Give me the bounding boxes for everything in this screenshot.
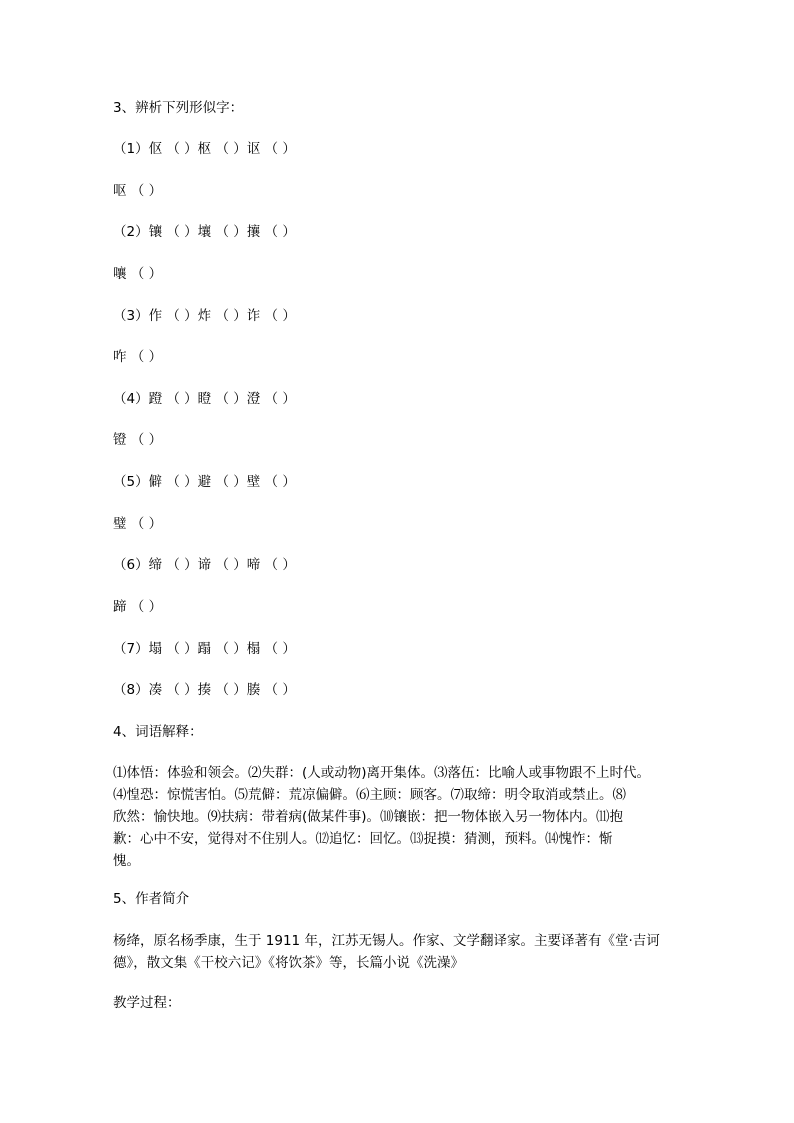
definition-line: ⑴体悟：体验和领会。⑵失群：(人或动物)离开集体。⑶落伍：比喻人或事物跟不上时代。 — [113, 765, 651, 781]
exercise-line: 镫 （ ） — [113, 432, 163, 448]
section3-heading: 3、辨析下列形似字： — [113, 100, 244, 116]
section4-heading: 4、词语解释： — [113, 724, 203, 740]
exercise-line: （2）镶 （ ）壤 （ ）攘 （ ） — [113, 224, 296, 240]
exercise-line: 咋 （ ） — [113, 349, 163, 365]
exercise-line: （5）僻 （ ）避 （ ）壁 （ ） — [113, 474, 296, 490]
exercise-line: 蹄 （ ） — [113, 599, 163, 615]
definition-line: 欣然：愉快地。⑼扶病：带着病(做某件事)。⑽镶嵌：把一物体嵌入另一物体内。⑾抱 — [113, 809, 624, 825]
exercise-line: （3）作 （ ）炸 （ ）诈 （ ） — [113, 308, 296, 324]
exercise-line: （4）蹬 （ ）瞪 （ ）澄 （ ） — [113, 391, 296, 407]
exercise-line: （6）缔 （ ）谛 （ ）啼 （ ） — [113, 557, 296, 573]
teaching-process-heading: 教学过程： — [113, 995, 181, 1011]
exercise-line: （1）伛 （ ）枢 （ ）讴 （ ） — [113, 141, 296, 157]
exercise-line: 璧 （ ） — [113, 516, 163, 532]
exercise-line: （7）塌 （ ）蹋 （ ）榻 （ ） — [113, 641, 296, 657]
definition-line: 歉：心中不安，觉得对不住别人。⑿追忆：回忆。⒀捉摸：猜测，预料。⒁愧怍：惭 — [113, 831, 613, 847]
definition-line: 愧。 — [113, 853, 140, 869]
section5-heading: 5、作者简介 — [113, 891, 190, 907]
exercise-line: （8）凑 （ ）揍 （ ）腠 （ ） — [113, 682, 296, 698]
author-bio-line: 德》，散文集《干校六记》《将饮茶》等，长篇小说《洗澡》 — [113, 955, 464, 971]
definition-line: ⑷惶恐：惊慌害怕。⑸荒僻：荒凉偏僻。⑹主顾：顾客。⑺取缔：明令取消或禁止。⑻ — [113, 787, 626, 803]
author-bio-line: 杨绛，原名杨季康，生于 1911 年，江苏无锡人。作家、文学翻译家。主要译著有《堂·吉诃 — [113, 933, 660, 949]
exercise-line: 嚷 （ ） — [113, 266, 163, 282]
exercise-line: 呕 （ ） — [113, 183, 163, 199]
